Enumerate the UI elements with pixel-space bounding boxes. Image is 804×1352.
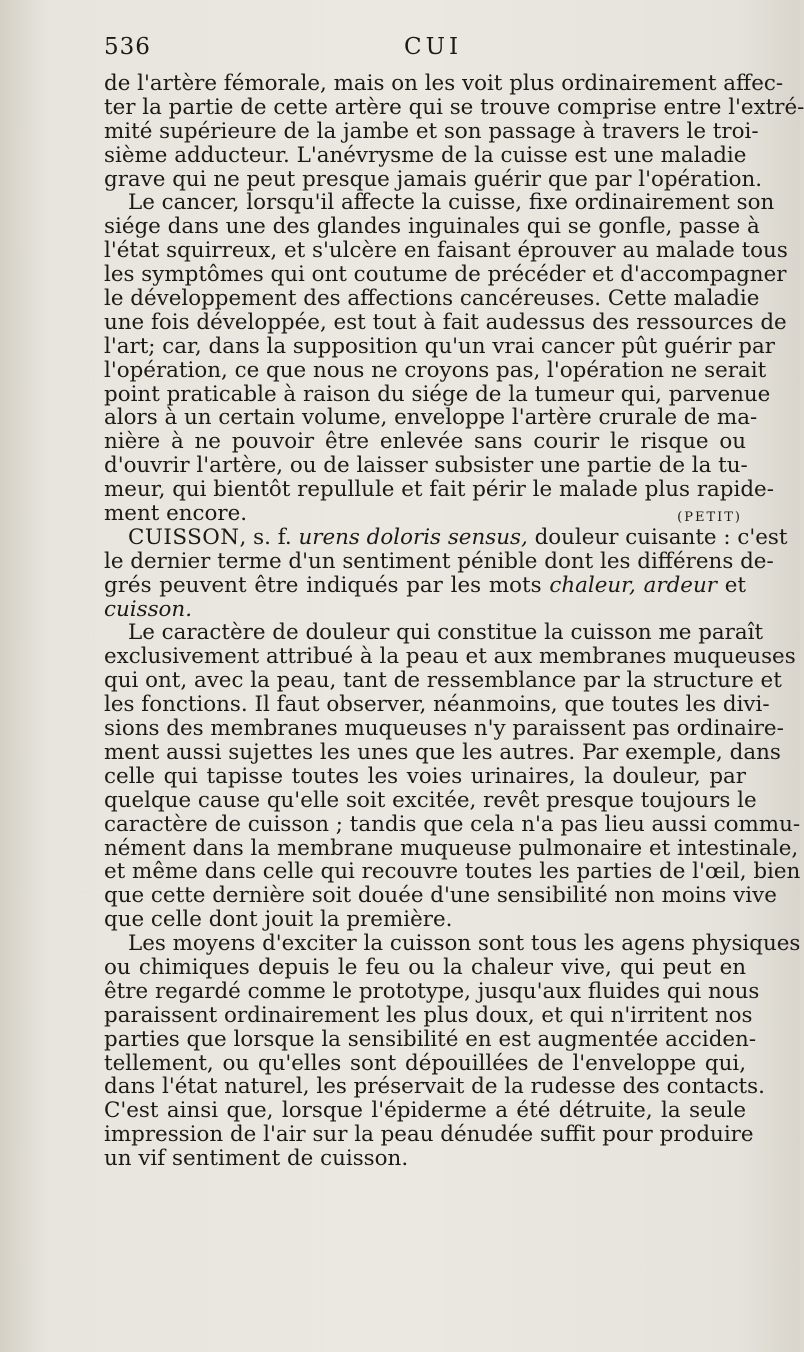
entry-grammar: , s. f. <box>239 524 299 550</box>
running-head: CUI <box>404 34 463 60</box>
entry-latin: urens doloris sensus, <box>298 524 528 550</box>
text-line-fragment: ment encore. <box>104 501 248 527</box>
text-line: l'état squirreux, et s'ulcère en faisant éprouver au malade tous <box>104 238 788 264</box>
entry-headline <box>104 524 788 550</box>
author-signature: (PETIT) <box>677 510 742 526</box>
text-line: une fois développée, est tout à fait audessus des ressources de <box>104 309 787 335</box>
text-line: d'ouvrir l'artère, ou de laisser subsister une partie de la tu- <box>104 453 748 479</box>
text-line: exclusivement attribué à la peau et aux membranes muqueuses <box>104 644 796 670</box>
text-line: être regardé comme le prototype, jusqu'aux fluides qui nous <box>104 978 760 1004</box>
text-line: paraissent ordinairement les plus doux, et qui n'irritent nos <box>104 1002 753 1028</box>
text-line: l'opération, ce que nous ne croyons pas, l'opération ne serait <box>104 357 767 383</box>
text-fragment-et: et <box>716 572 746 598</box>
text-line: le développement des affections cancéreuses. Cette maladie <box>104 286 760 312</box>
text-line: l'art; car, dans la supposition qu'un vrai cancer pût guérir par <box>104 333 775 359</box>
text-line: de l'artère fémorale, mais on les voit plus ordinairement affec- <box>104 71 784 96</box>
text-line: et même dans celle qui recouvre toutes les parties de l'œil, bien <box>104 859 801 885</box>
text-line: sions des membranes muqueuses n'y paraissent pas ordinaire- <box>104 716 784 742</box>
text-line: caractère de cuisson ; tandis que cela n'a pas lieu aussi commu- <box>104 811 801 837</box>
text-line: un vif sentiment de cuisson. <box>104 1146 409 1172</box>
text-line: ou chimiques depuis le feu ou la chaleur vive, qui peut en <box>104 954 746 980</box>
text-line: tellement, ou qu'elles sont dépouillées de l'enveloppe qui, <box>104 1050 746 1076</box>
entry-term: CUISSON <box>128 524 240 550</box>
text-line: mité supérieure de la jambe et son passage à travers le troi- <box>104 118 759 144</box>
text-line: que cette dernière soit douée d'une sensibilité non moins vive <box>104 883 777 909</box>
page-number: 536 <box>104 34 151 60</box>
text-line: dans l'état naturel, les préservait de la rudesse des contacts. <box>104 1074 765 1100</box>
text-line: les fonctions. Il faut observer, néanmoins, que toutes les divi- <box>104 692 770 718</box>
body-text <box>104 71 804 1172</box>
text-line: Le caractère de douleur qui constitue la cuisson me paraît <box>128 620 764 646</box>
text-line: ter la partie de cette artère qui se trouve comprise entre l'extré- <box>104 94 804 120</box>
italic-word-ardeur: ardeur <box>643 572 717 598</box>
page-header <box>104 34 744 64</box>
text-line: meur, qui bientôt repullule et fait périr le malade plus rapide- <box>104 477 774 503</box>
text-line: sième adducteur. L'anévrysme de la cuisse est une maladie <box>104 142 747 168</box>
italic-word-chaleur: chaleur, <box>549 572 636 598</box>
text-line: alors à un certain volume, enveloppe l'artère crurale de ma- <box>104 405 758 431</box>
text-line-mixed <box>104 574 746 598</box>
text-line: siége dans une des glandes inguinales qui se gonfle, passe à <box>104 214 760 240</box>
text-line: quelque cause qu'elle soit excitée, revêt presque toujours le <box>104 787 757 813</box>
text-line: Les moyens d'exciter la cuisson sont tous les agens physiques <box>128 931 801 957</box>
text-line-fragment: grés peuvent être indiqués par les mots <box>104 572 550 598</box>
text-line: impression de l'air sur la peau dénudée suffit pour produire <box>104 1122 754 1148</box>
text-line: C'est ainsi que, lorsque l'épiderme a été détruite, la seule <box>104 1098 746 1124</box>
italic-word-cuisson: cuisson. <box>104 596 193 622</box>
text-line: grave qui ne peut presque jamais guérir que par l'opération. <box>104 166 763 192</box>
text-line: parties que lorsque la sensibilité en est augmentée acciden- <box>104 1026 757 1052</box>
text-line: les symptômes qui ont coutume de précéder et d'accompagner <box>104 262 787 288</box>
text-line: celle qui tapisse toutes les voies urinaires, la douleur, par <box>104 763 746 789</box>
text-line: nément dans la membrane muqueuse pulmonaire et intestinale, <box>104 835 799 861</box>
text-line: Le cancer, lorsqu'il affecte la cuisse, fixe ordinairement son <box>128 190 775 216</box>
text-line: point praticable à raison du siége de la tumeur qui, parvenue <box>104 381 771 407</box>
text-line-signed <box>104 502 746 526</box>
text-line: ment aussi sujettes les unes que les autres. Par exemple, dans <box>104 739 781 765</box>
entry-definition: douleur cuisante : c'est <box>527 524 788 550</box>
text-line: le dernier terme d'un sentiment pénible dont les différens de- <box>104 548 774 574</box>
text-line: qui ont, avec la peau, tant de ressemblance par la structure et <box>104 668 782 694</box>
text-line: que celle dont jouit la première. <box>104 907 453 933</box>
text-line: nière à ne pouvoir être enlevée sans courir le risque ou <box>104 429 746 455</box>
